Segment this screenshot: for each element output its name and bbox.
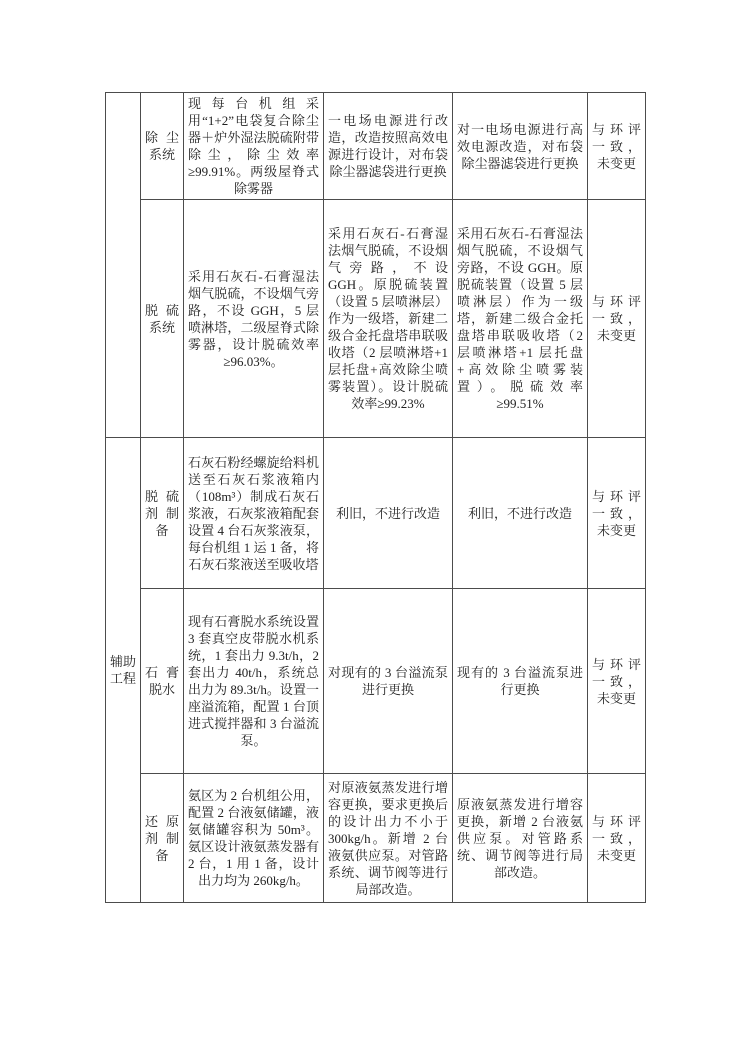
cell-planned-change: 一电场电源进行改造，改造按照高效电源进行设计，对布袋除尘器滤袋进行更换 bbox=[324, 93, 453, 200]
system-label: 还原剂制备 bbox=[141, 774, 184, 903]
cell-planned-change: 对原液氨蒸发进行增容更换，要求更换后的设计出力不小于 300kg/h。新增 2 台液氨供应泵。对管路系统、调节阀等进行局部改造。 bbox=[324, 774, 453, 903]
system-label: 除尘系统 bbox=[141, 93, 184, 200]
system-label: 脱硫系统 bbox=[141, 200, 184, 438]
group-cell-empty bbox=[106, 93, 141, 438]
table-row bbox=[106, 774, 646, 903]
table-row bbox=[106, 93, 646, 200]
table-row bbox=[106, 438, 646, 589]
table-row bbox=[106, 589, 646, 774]
comparison-table bbox=[105, 92, 646, 903]
cell-implemented-change: 原液氨蒸发进行增容更换，新增 2 台液氨供应泵。对管路系统、调节阀等进行局部改造。 bbox=[453, 774, 588, 903]
cell-planned-change: 对现有的 3 台溢流泵进行更换 bbox=[324, 589, 453, 774]
cell-conclusion: 与环评一致，未变更 bbox=[588, 438, 646, 589]
cell-original-design: 现有石膏脱水系统设置 3 套真空皮带脱水机系统，1 套出力 9.3t/h，2 套出力 40t/h，系统总出力为 89.3t/h。设置一座溢流箱，配置 1 台顶进式搅拌器和 3 台溢流泵。 bbox=[184, 589, 324, 774]
cell-implemented-change: 现有的 3 台溢流泵进行更换 bbox=[453, 589, 588, 774]
cell-conclusion: 与环评一致，未变更 bbox=[588, 589, 646, 774]
cell-conclusion: 与环评一致，未变更 bbox=[588, 774, 646, 903]
cell-original-design: 氨区为 2 台机组公用，配置 2 台液氨储罐，液氨储罐容积为 50m³。氨区设计液氨蒸发器有 2 台，1 用 1 备，设计出力均为 260kg/h。 bbox=[184, 774, 324, 903]
cell-original-design: 现每台机组采用“1+2”电袋复合除尘器＋炉外湿法脱硫附带除尘，除尘效率≥99.91%。两级屋脊式除雾器 bbox=[184, 93, 324, 200]
cell-original-design: 石灰石粉经螺旋给料机送至石灰石浆液箱内（108m³）制成石灰石浆液，石灰浆液箱配套设置 4 台石灰浆液泵，每台机组 1 运 1 备，将石灰石浆液送至吸收塔 bbox=[184, 438, 324, 589]
group-label-auxiliary-works: 辅助工程 bbox=[106, 438, 141, 903]
cell-conclusion: 与环评一致，未变更 bbox=[588, 200, 646, 438]
cell-implemented-change: 利旧，不进行改造 bbox=[453, 438, 588, 589]
cell-implemented-change: 对一电场电源进行高效电源改造，对布袋除尘器滤袋进行更换 bbox=[453, 93, 588, 200]
table-row bbox=[106, 200, 646, 438]
cell-original-design: 采用石灰石-石膏湿法烟气脱硫，不设烟气旁路，不设 GGH，5 层喷淋塔，二级屋脊式除雾器，设计脱硫效率≥96.03%。 bbox=[184, 200, 324, 438]
system-label: 石膏脱水 bbox=[141, 589, 184, 774]
cell-implemented-change: 采用石灰石-石膏湿法烟气脱硫，不设烟气旁路，不设 GGH。原脱硫装置（设置 5 层喷淋层）作为一级塔，新建二级合金托盘塔串联吸收塔（2 层喷淋塔+1 层托盘+高效除尘喷雾装置）。脱硫效率≥99.51% bbox=[453, 200, 588, 438]
cell-planned-change: 利旧，不进行改造 bbox=[324, 438, 453, 589]
cell-planned-change: 采用石灰石-石膏湿法烟气脱硫，不设烟气旁路，不设 GGH。原脱硫装置（设置 5 层喷淋层）作为一级塔，新建二级合金托盘塔串联吸收塔（2 层喷淋塔+1 层托盘+高效除尘喷雾装置）。设计脱硫效率≥99.23% bbox=[324, 200, 453, 438]
cell-conclusion: 与环评一致，未变更 bbox=[588, 93, 646, 200]
system-label: 脱硫剂制备 bbox=[141, 438, 184, 589]
